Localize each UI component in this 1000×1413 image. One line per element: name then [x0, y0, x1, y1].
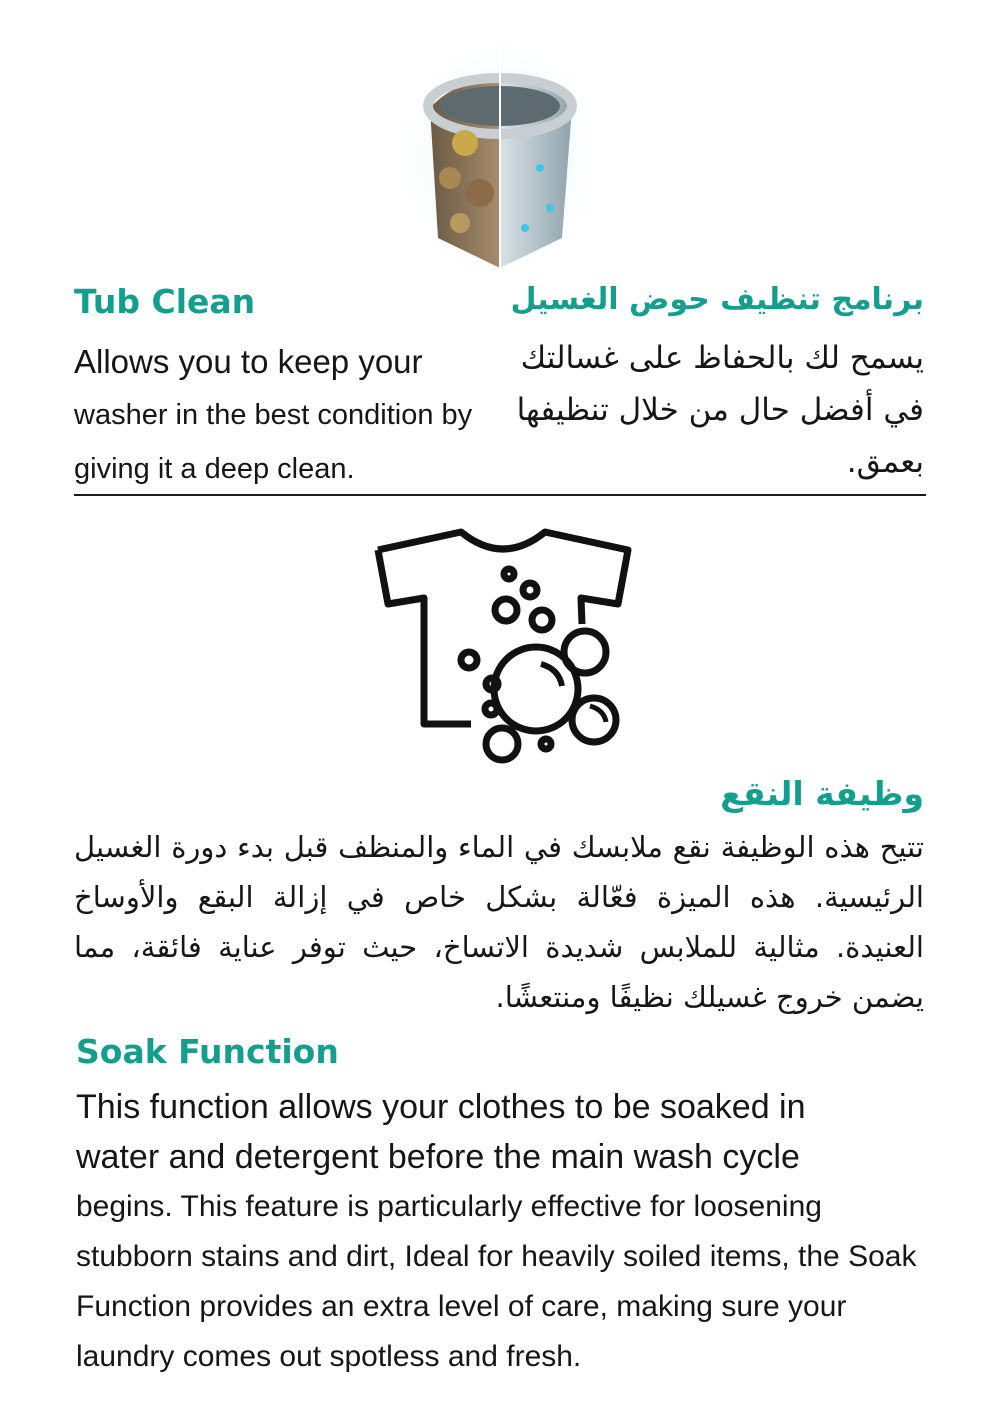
soak-description-en-line2: water and detergent before the main wash cycle — [76, 1138, 800, 1176]
soak-function-title-ar: وظيفة النقع — [720, 774, 924, 813]
tub-clean-description-en-line1: Allows you to keep your — [74, 343, 423, 380]
tub-clean-description-en — [74, 336, 494, 495]
soak-description-en-rest: begins. This feature is particularly effective for loosening stubborn stains and dirt, Ideal for heavily soiled items, the Soak Function provides an extra level of care, making sure your laundry comes out spotless and fresh. — [76, 1190, 917, 1373]
soak-function-description-en — [76, 1082, 936, 1382]
washer-tub-icon — [400, 18, 600, 273]
soak-description-en-line1: This function allows your clothes to be soaked in — [76, 1088, 806, 1126]
tub-clean-description-ar: يسمح لك بالحفاظ على غسالتك في أفضل حال من خلال تنظيفها بعمق. — [516, 340, 924, 480]
soak-function-title-en: Soak Function — [76, 1032, 339, 1071]
section-divider — [74, 494, 926, 496]
shirt-bubbles-icon — [366, 524, 640, 764]
tub-clean-description-en-rest: washer in the best condition by giving it a deep clean. — [74, 399, 473, 485]
tub-clean-title-ar: برنامج تنظيف حوض الغسيل — [510, 282, 924, 317]
soak-function-description-ar: تتيح هذه الوظيفة نقع ملابسك في الماء والمنظف قبل بدء دورة الغسيل الرئيسية. هذه الميزة فعّالة بشكل خاص في إزالة البقع والأوساخ العنيدة. مثالية للملابس شديدة الاتساخ، حيث توفر عناية فائقة، مما يضمن خروج غسيلك نظيفًا ومنتعشًا. — [74, 830, 924, 1014]
tub-clean-title-en: Tub Clean — [74, 282, 256, 321]
